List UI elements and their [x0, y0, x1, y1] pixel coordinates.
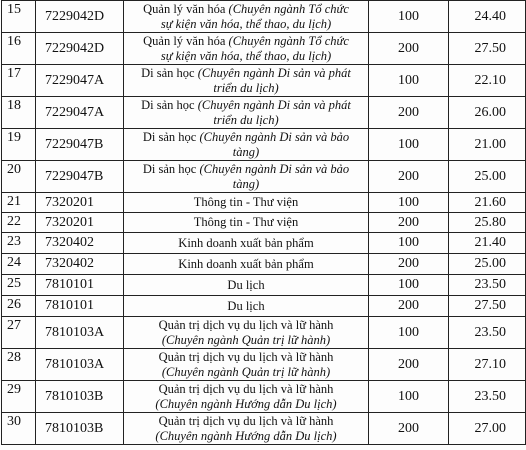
program-name-line [124, 130, 368, 145]
table-row [2, 381, 526, 413]
row-number-cell: 28 [2, 349, 36, 381]
quota-cell: 100 [369, 233, 449, 254]
cutoff-score-cell: 25.00 [449, 254, 526, 275]
table-row [2, 317, 526, 349]
program-specialization-text: (Chuyên ngành Hướng dẫn Du lịch) [155, 397, 337, 411]
table-row [2, 193, 526, 213]
program-name-cell [124, 381, 369, 413]
quota-cell: 200 [369, 296, 449, 317]
program-code-cell: 7810103B [36, 381, 124, 413]
program-name-line [124, 299, 368, 314]
program-code-cell: 7320402 [36, 254, 124, 275]
cutoff-score-cell: 21.00 [449, 129, 526, 161]
row-number-cell: 23 [2, 233, 36, 254]
program-name-cell [124, 349, 369, 381]
program-code-cell: 7810103A [36, 317, 124, 349]
program-specialization-text: triển du lịch) [213, 113, 279, 127]
row-number-cell: 30 [2, 413, 36, 445]
cutoff-score-cell: 21.40 [449, 233, 526, 254]
row-number-cell: 24 [2, 254, 36, 275]
program-name-text: Thông tin - Thư viện [193, 215, 299, 229]
table-row [2, 1, 526, 33]
program-specialization-text: tàng) [232, 177, 260, 191]
cutoff-score-cell: 25.00 [449, 161, 526, 193]
program-name-text: Du lịch [227, 277, 265, 292]
program-code-cell: 7810103A [36, 349, 124, 381]
program-name-cell [124, 275, 369, 296]
program-code-cell: 7229047B [36, 129, 124, 161]
program-code-cell: 7810101 [36, 275, 124, 296]
cutoff-score-cell: 23.50 [449, 275, 526, 296]
program-name-line [124, 66, 368, 81]
quota-cell: 100 [369, 275, 449, 296]
program-name-line [124, 215, 368, 230]
program-name-text: Quản trị dịch vụ du lịch và lữ hành [158, 318, 334, 332]
row-number-cell: 25 [2, 275, 36, 296]
row-number-cell: 16 [2, 33, 36, 65]
row-number-cell: 29 [2, 381, 36, 413]
program-specialization-text: (Chuyên ngành Di sản và bảo [199, 162, 350, 176]
program-name-line [124, 113, 368, 128]
program-code-cell: 7810101 [36, 296, 124, 317]
program-specialization-text: (Chuyên ngành Di sản và phát [197, 66, 351, 80]
program-name-line [124, 365, 368, 380]
cutoff-score-cell: 23.50 [449, 381, 526, 413]
row-number-cell: 27 [2, 317, 36, 349]
program-name-line [124, 49, 368, 64]
cutoff-score-cell: 27.10 [449, 349, 526, 381]
program-name-text: Kinh doanh xuất bản phẩm [178, 235, 314, 250]
program-name-line [124, 81, 368, 96]
program-name-text: Quản lý văn hóa [143, 34, 229, 48]
table-row [2, 233, 526, 254]
program-name-line [124, 429, 368, 444]
quota-cell: 100 [369, 317, 449, 349]
program-name-cell [124, 254, 369, 275]
program-name-cell [124, 213, 369, 233]
program-name-line [124, 145, 368, 160]
program-name-cell [124, 97, 369, 129]
cutoff-score-cell: 25.80 [449, 213, 526, 233]
cutoff-score-cell: 27.50 [449, 33, 526, 65]
table-row [2, 33, 526, 65]
program-name-cell [124, 33, 369, 65]
program-name-cell [124, 129, 369, 161]
program-specialization-text: triển du lịch) [213, 81, 279, 95]
table-row [2, 254, 526, 275]
row-number-cell: 26 [2, 296, 36, 317]
program-name-line [124, 236, 368, 251]
program-name-line [124, 177, 368, 192]
program-specialization-text: (Chuyên ngành Hướng dẫn Du lịch) [155, 429, 337, 443]
program-name-text: Di sản học [141, 66, 198, 80]
table-row [2, 129, 526, 161]
program-specialization-text: (Chuyên ngành Tổ chức [228, 34, 349, 48]
table-row [2, 296, 526, 317]
program-specialization-text: tàng) [232, 145, 260, 159]
quota-cell: 200 [369, 33, 449, 65]
admission-score-table [1, 0, 526, 445]
row-number-cell: 21 [2, 193, 36, 213]
program-specialization-text: (Chuyên ngành Di sản và bảo [199, 130, 350, 144]
quota-cell: 100 [369, 65, 449, 97]
program-name-text: Thông tin - Thư viện [193, 195, 299, 209]
cutoff-score-cell: 27.00 [449, 413, 526, 445]
cutoff-score-cell: 22.10 [449, 65, 526, 97]
program-name-line [124, 2, 368, 17]
quota-cell: 100 [369, 193, 449, 213]
cutoff-score-cell: 23.50 [449, 317, 526, 349]
program-code-cell: 7320402 [36, 233, 124, 254]
row-number-cell: 19 [2, 129, 36, 161]
program-name-text: Quản lý văn hóa [143, 2, 229, 16]
cutoff-score-cell: 27.50 [449, 296, 526, 317]
program-name-cell [124, 65, 369, 97]
program-name-text: Di sản học [141, 98, 198, 112]
program-code-cell: 7229042D [36, 1, 124, 33]
program-code-cell: 7320201 [36, 213, 124, 233]
quota-cell: 100 [369, 1, 449, 33]
program-code-cell: 7810103B [36, 413, 124, 445]
row-number-cell: 18 [2, 97, 36, 129]
table-row [2, 161, 526, 193]
quota-cell: 200 [369, 413, 449, 445]
program-code-cell: 7229042D [36, 33, 124, 65]
quota-cell: 100 [369, 129, 449, 161]
cutoff-score-cell: 24.40 [449, 1, 526, 33]
program-name-text: Du lịch [227, 298, 265, 313]
program-name-line [124, 278, 368, 293]
program-code-cell: 7320201 [36, 193, 124, 213]
program-specialization-text: (Chuyên ngành Quản trị lữ hành) [161, 365, 331, 379]
program-name-text: Quản trị dịch vụ du lịch và lữ hành [158, 414, 334, 428]
program-name-line [124, 17, 368, 32]
table-row [2, 97, 526, 129]
program-code-cell: 7229047A [36, 97, 124, 129]
quota-cell: 200 [369, 349, 449, 381]
row-number-cell: 22 [2, 213, 36, 233]
quota-cell: 200 [369, 254, 449, 275]
program-name-cell [124, 296, 369, 317]
quota-cell: 200 [369, 161, 449, 193]
program-specialization-text: sự kiện văn hóa, thể thao, du lịch) [160, 17, 332, 31]
quota-cell: 200 [369, 97, 449, 129]
program-code-cell: 7229047A [36, 65, 124, 97]
row-number-cell: 15 [2, 1, 36, 33]
program-name-cell [124, 233, 369, 254]
program-name-line [124, 257, 368, 272]
table-row [2, 413, 526, 445]
program-name-text: Kinh doanh xuất bản phẩm [178, 256, 314, 271]
table-row [2, 65, 526, 97]
table-row [2, 349, 526, 381]
program-name-line [124, 414, 368, 429]
program-specialization-text: sự kiện văn hóa, thể thao, du lịch) [160, 49, 332, 63]
cutoff-score-cell: 26.00 [449, 97, 526, 129]
program-name-line [124, 382, 368, 397]
program-name-text: Quản trị dịch vụ du lịch và lữ hành [158, 382, 334, 396]
program-specialization-text: (Chuyên ngành Di sản và phát [197, 98, 351, 112]
program-name-line [124, 195, 368, 210]
program-name-cell [124, 413, 369, 445]
program-name-line [124, 333, 368, 348]
program-name-cell [124, 193, 369, 213]
quota-cell: 100 [369, 381, 449, 413]
program-code-cell: 7229047B [36, 161, 124, 193]
table-row [2, 213, 526, 233]
program-name-text: Di sản học [142, 130, 200, 144]
table-body [2, 1, 526, 445]
cutoff-score-cell: 21.60 [449, 193, 526, 213]
table-row [2, 275, 526, 296]
row-number-cell: 20 [2, 161, 36, 193]
program-name-line [124, 98, 368, 113]
program-name-cell [124, 161, 369, 193]
program-name-line [124, 318, 368, 333]
program-name-cell [124, 317, 369, 349]
program-name-line [124, 34, 368, 49]
program-name-line [124, 350, 368, 365]
program-name-line [124, 397, 368, 412]
quota-cell: 200 [369, 213, 449, 233]
program-name-line [124, 162, 368, 177]
row-number-cell: 17 [2, 65, 36, 97]
program-name-text: Di sản học [142, 162, 200, 176]
program-name-cell [124, 1, 369, 33]
program-name-text: Quản trị dịch vụ du lịch và lữ hành [158, 350, 334, 364]
program-specialization-text: (Chuyên ngành Tổ chức [228, 2, 349, 16]
program-specialization-text: (Chuyên ngành Quản trị lữ hành) [161, 333, 331, 347]
